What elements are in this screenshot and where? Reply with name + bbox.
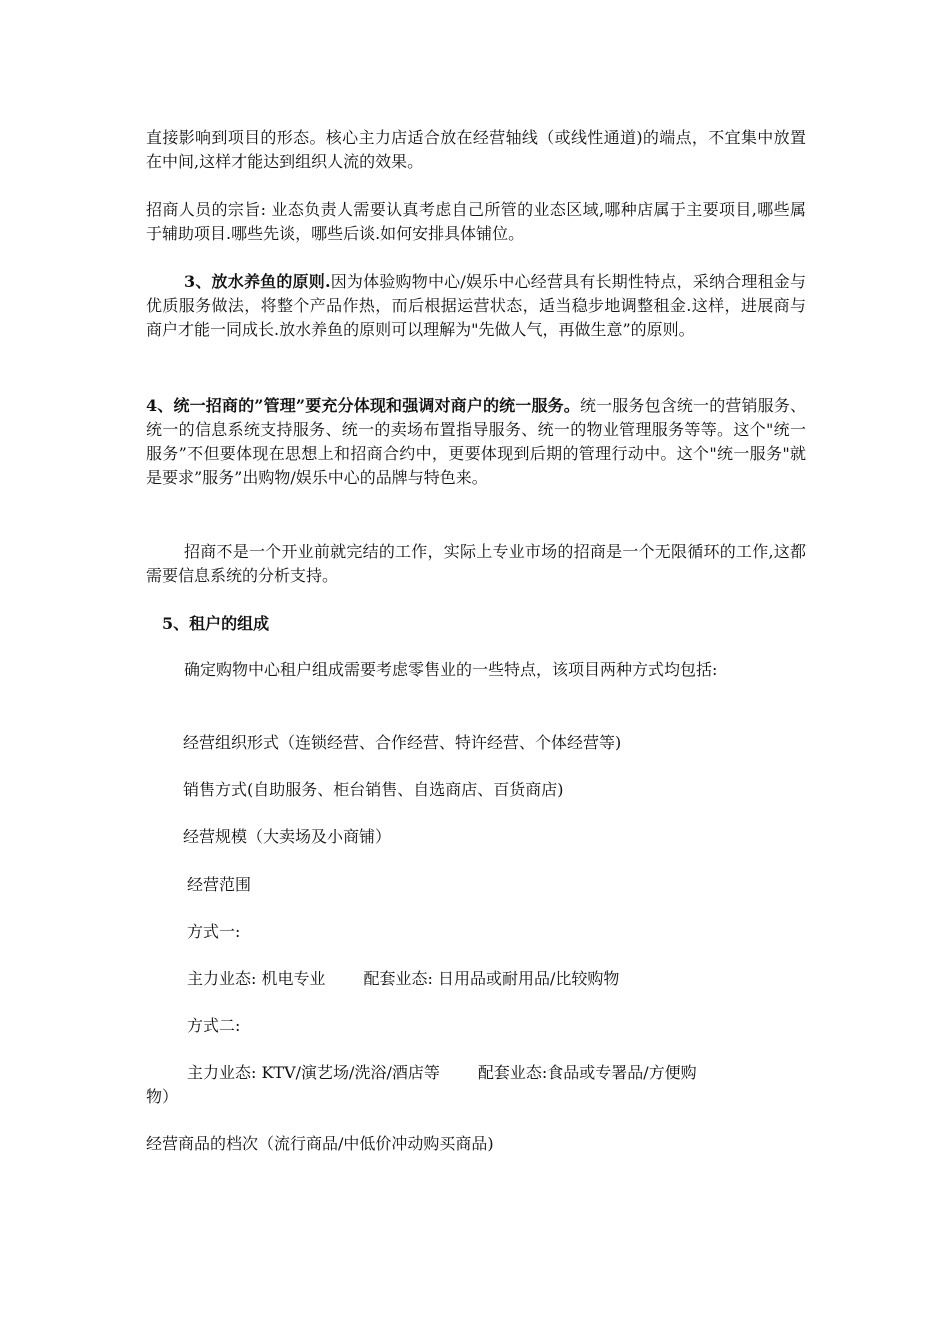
list-item-scale: 经营规模（大卖场及小商铺） — [183, 827, 392, 846]
list-item-organization-form: 经营组织形式（连锁经营、合作经营、特许经营、个体经营等) — [183, 733, 622, 752]
heading-principle-3: 3、放水养鱼的原则. — [184, 272, 331, 291]
paragraph-tenant-mix-intro: 确定购物中心租户组成需要考虑零售业的一些特点，该项目两种方式均包括: — [184, 660, 718, 679]
list-item-sales-method: 销售方式(自助服务、柜台销售、自选商店、百货商店) — [183, 780, 564, 799]
list-item-mode-two-wrap: 物） — [146, 1087, 179, 1106]
heading-principle-4: 4、统一招商的”管理”要充分体现和强调对商户的统一服务。 — [146, 396, 580, 415]
paragraph-principle-3 — [146, 270, 806, 342]
section-heading-tenant-mix: 5、租户的组成 — [162, 614, 270, 633]
mode-two-main: 主力业态: KTV/演艺场/洗浴/酒店等 — [187, 1063, 440, 1082]
text-principle-4: 统一服务包含统一的营销服务、统一的信息系统支持服务、统一的卖场布置指导服务、统一的物业管理服务等等。这个"统一服务”不但要体现在思想上和招商合约中，更要体现到后期的管理行动中。这个"统一服务"就是要求”服务”出购物/娱乐中心的品牌与特色来。 — [146, 396, 806, 487]
paragraph-anchor-store: 直接影响到项目的形态。核心主力店适合放在经营轴线（或线性通道)的端点，不宜集中放置在中间,这样才能达到组织人流的效果。 — [146, 128, 806, 171]
list-item-merchandise-grade: 经营商品的档次（流行商品/中低价冲动购买商品) — [146, 1134, 494, 1153]
text-principle-3: 因为体验购物中心/娱乐中心经营具有长期性特点，采纳合理租金与优质服务做法，将整个产品作热，而后根据运营状态，适当稳步地调整租金.这样，进展商与商户才能一同成长.放水养鱼的原则可以理解为"先做人气，再做生意”的原则。 — [146, 272, 806, 339]
list-item-mode-one: 方式一: — [187, 922, 241, 941]
mode-one-main: 主力业态: 机电专业 — [187, 969, 326, 988]
list-item-scope: 经营范围 — [187, 875, 252, 894]
mode-two-support: 配套业态:食品或专署品/方便购 — [477, 1063, 697, 1082]
paragraph-principle-4 — [146, 394, 806, 490]
list-item-mode-one-detail — [187, 967, 619, 991]
mode-one-support: 配套业态: 日用品或耐用品/比较购物 — [363, 969, 620, 988]
paragraph-leasing-purpose: 招商人员的宗旨: 业态负责人需要认真考虑自己所管的业态区域,哪种店属于主要项目,哪些属于辅助项目.哪些先谈，哪些后谈.如何安排具体铺位。 — [146, 200, 806, 243]
paragraph-leasing-cycle: 招商不是一个开业前就完结的工作，实际上专业市场的招商是一个无限循环的工作,这都需要信息系统的分析支持。 — [146, 542, 806, 585]
list-item-mode-two-detail — [187, 1061, 697, 1085]
list-item-mode-two: 方式二: — [187, 1016, 241, 1035]
